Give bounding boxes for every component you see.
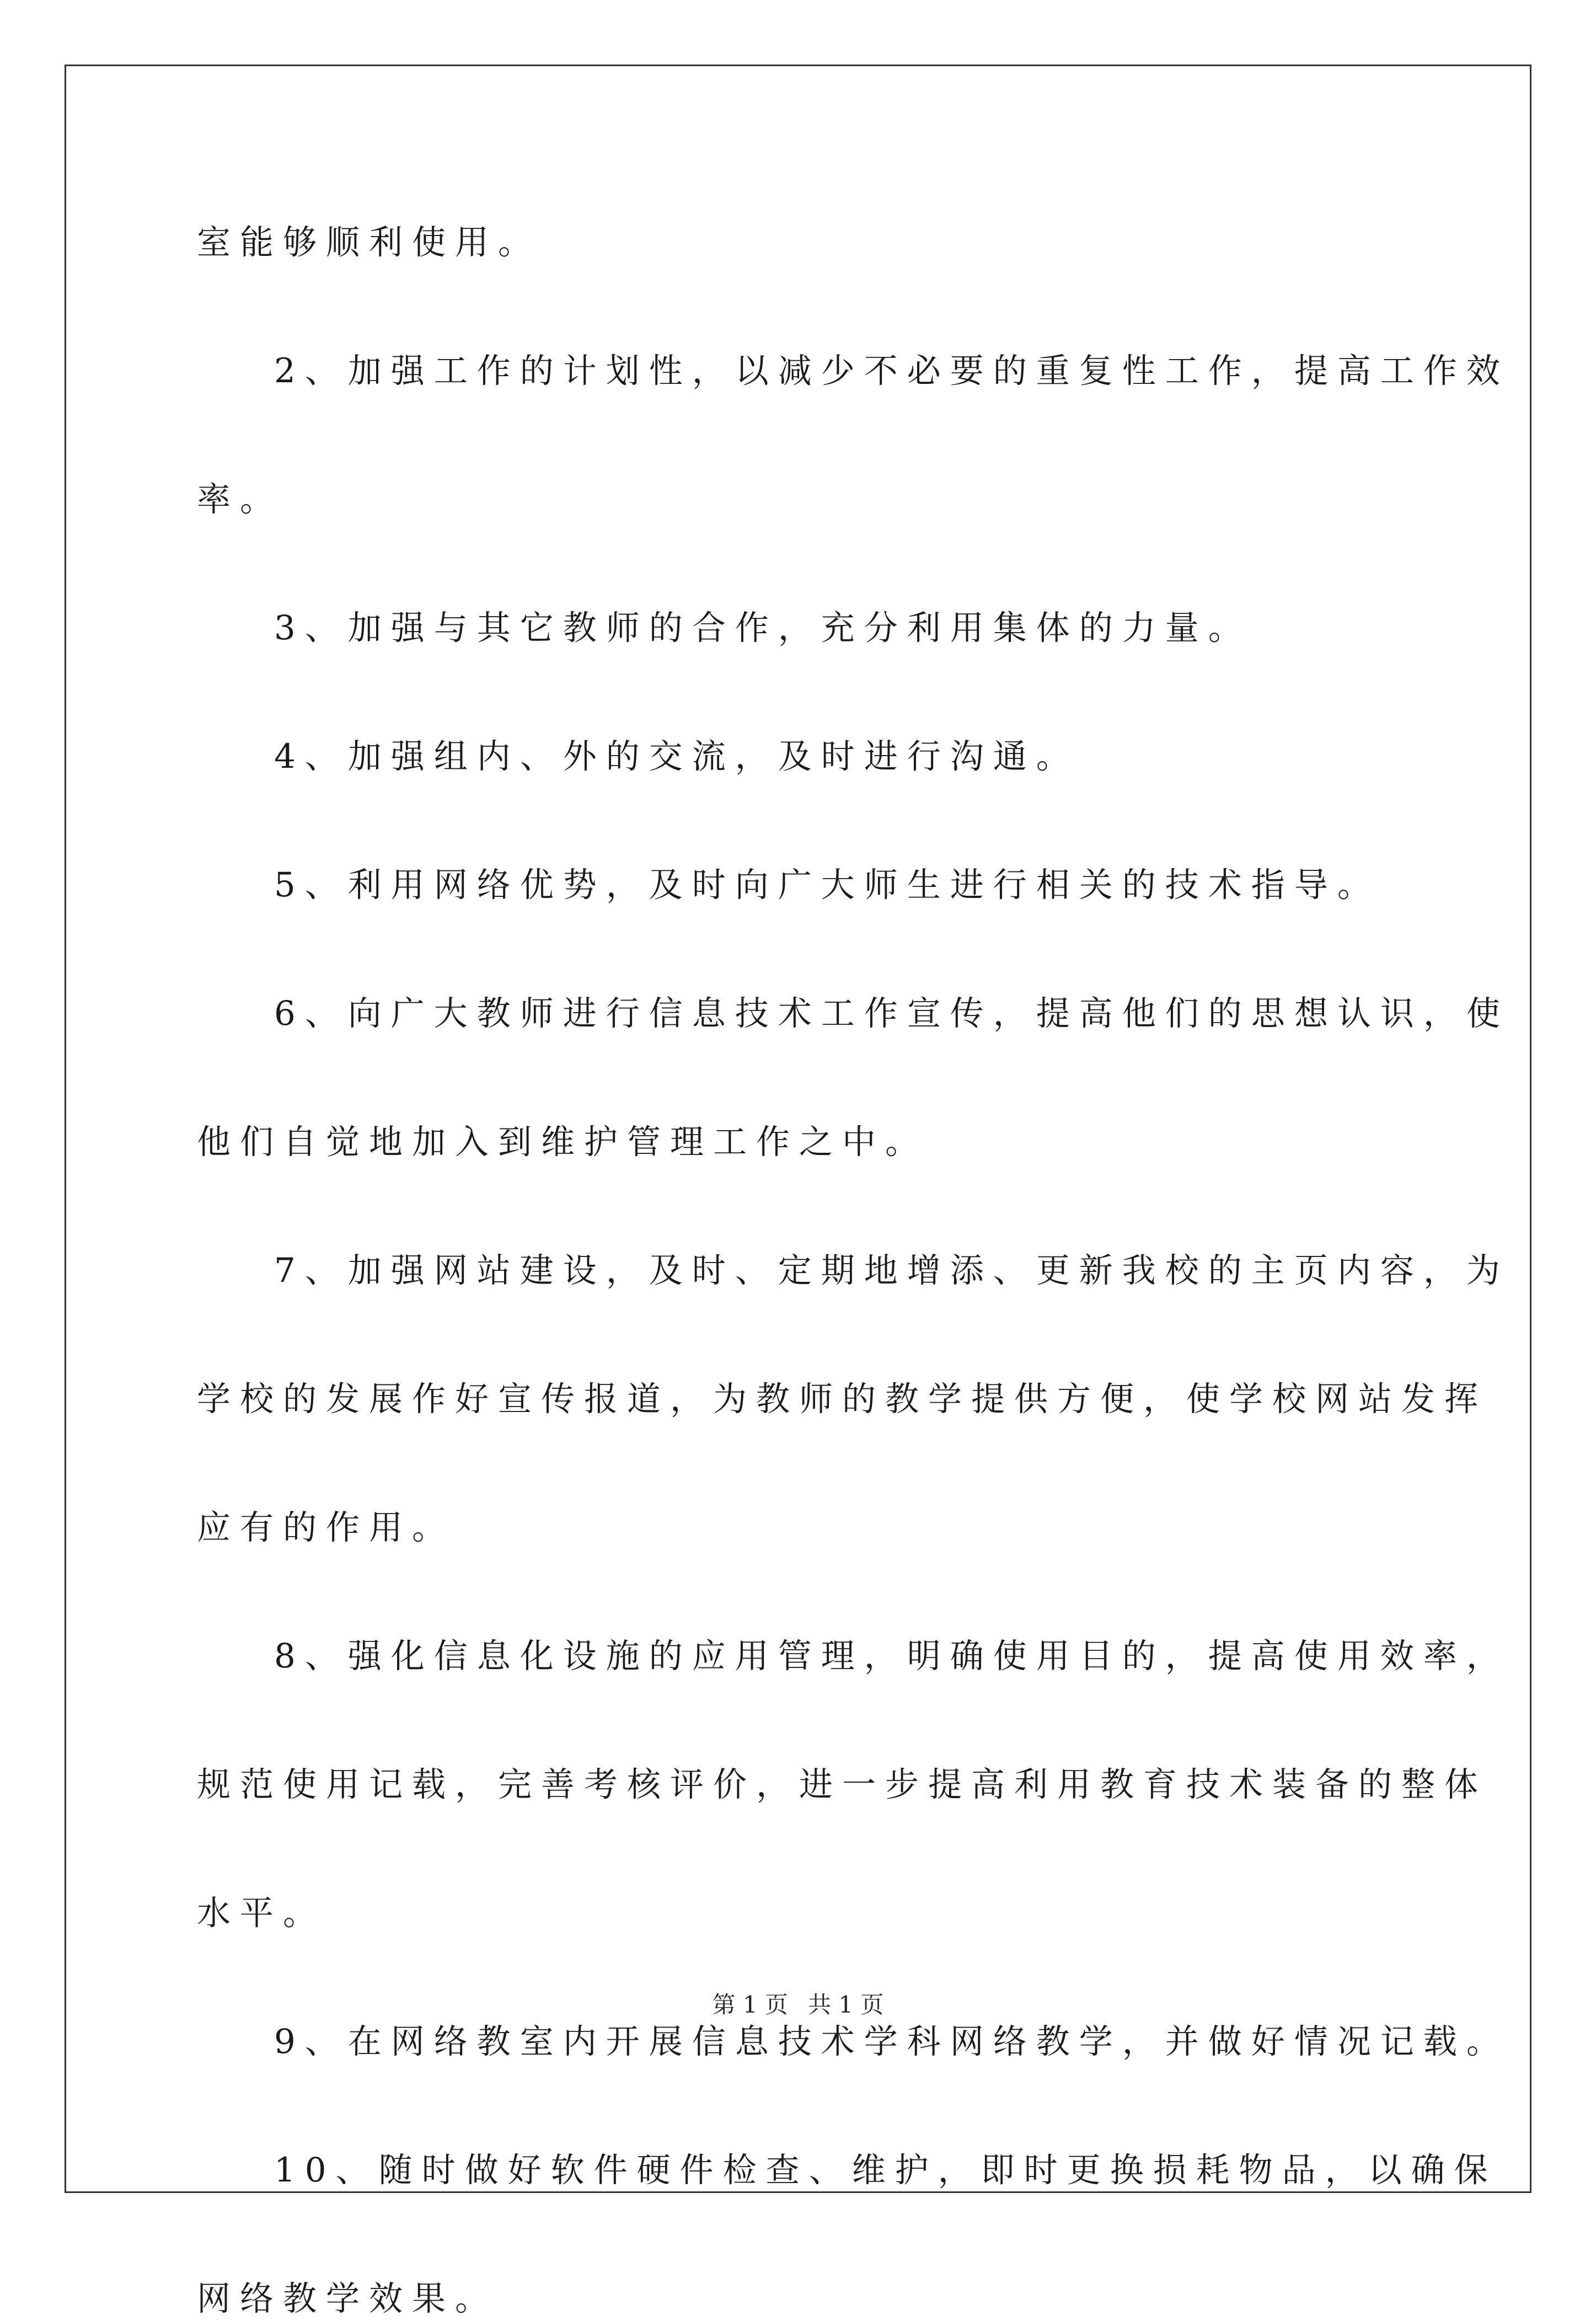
text-line: 率。 <box>197 480 283 519</box>
text-line: 水平。 <box>197 1894 326 1933</box>
text-line: 他们自觉地加入到维护管理工作之中。 <box>197 1122 929 1162</box>
text-line: 规范使用记载，完善考核评价，进一步提高利用教育技术装备的整体 <box>197 1765 1488 1804</box>
text-line: 9、在网络教室内开展信息技术学科网络教学，并做好情况记载。 <box>274 2022 1509 2061</box>
page-total: 共 1 页 <box>808 1991 884 2018</box>
text-line: 室能够顺利使用。 <box>197 223 542 262</box>
text-line: 6、向广大教师进行信息技术工作宣传，提高他们的思想认识，使 <box>274 994 1509 1033</box>
text-line: 3、加强与其它教师的合作，充分利用集体的力量。 <box>274 608 1251 648</box>
text-line: 应有的作用。 <box>197 1508 456 1547</box>
text-line: 7、加强网站建设，及时、定期地增添、更新我校的主页内容，为 <box>274 1251 1509 1290</box>
page-footer <box>0 1991 1596 2019</box>
text-line: 8、强化信息化设施的应用管理，明确使用目的，提高使用效率， <box>274 1637 1509 1676</box>
text-line: 学校的发展作好宣传报道，为教师的教学提供方便，使学校网站发挥 <box>197 1379 1488 1419</box>
text-line: 5、利用网络优势，及时向广大师生进行相关的技术指导。 <box>274 865 1380 905</box>
text-line: 4、加强组内、外的交流，及时进行沟通。 <box>274 737 1079 776</box>
page-number: 第 1 页 <box>712 1991 788 2018</box>
text-line: 2、加强工作的计划性，以减少不必要的重复性工作，提高工作效 <box>274 351 1509 391</box>
text-line: 网络教学效果。 <box>197 2279 499 2318</box>
text-line: 10、随时做好软件硬件检查、维护，即时更换损耗物品，以确保 <box>274 2151 1497 2190</box>
